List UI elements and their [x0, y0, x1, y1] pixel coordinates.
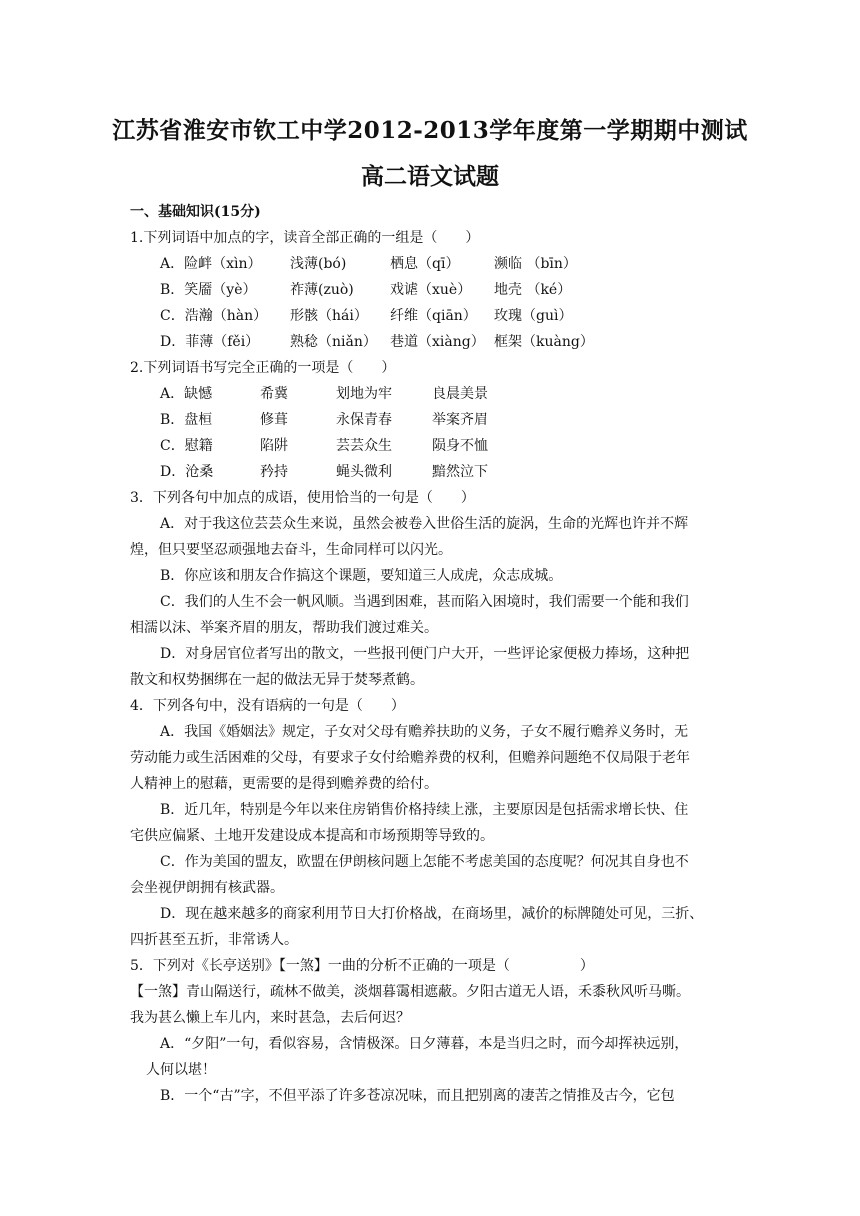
q2-d-item-2: 矜持: [260, 464, 288, 480]
q2-stem: 2.下列词语书写完全正确的一项是（ ）: [130, 360, 396, 376]
q2-b-item-1: B．盘桓: [160, 412, 213, 428]
q2-a-item-2: 希冀: [260, 386, 288, 402]
q2-c-item-2: 陷阱: [260, 438, 288, 454]
q3-option-a-line2: 煌，但只要坚忍顽强地去奋斗，生命同样可以闪光。: [130, 542, 452, 558]
q1-stem: 1.下列词语中加点的字，读音全部正确的一组是（ ）: [130, 230, 480, 246]
q4-option-a-line3: 人精神上的慰藉，更需要的是得到赡养费的给付。: [130, 776, 438, 792]
q5-stem: 5．下列对《长亭送别》【一煞】一曲的分析不正确的一项是（ ）: [130, 958, 594, 974]
q2-a-item-1: A．缺憾: [160, 386, 213, 402]
q2-c-item-3: 芸芸众生: [336, 438, 392, 454]
exam-subtitle: 高二语文试题: [361, 163, 499, 190]
q5-passage-line1: 【一煞】青山隔送行，疏林不做美，淡烟暮霭相遮蔽。夕阳古道无人语，禾黍秋风听马嘶。: [130, 984, 690, 1000]
q1-d-item-4: 框架（kuàng）: [494, 334, 594, 350]
q2-d-item-4: 黯然泣下: [432, 464, 488, 480]
q3-option-b-line1: B．你应该和朋友合作搞这个课题，要知道三人成虎，众志成城。: [160, 568, 563, 584]
q2-b-item-3: 永保青春: [336, 412, 392, 428]
q1-d-item-1: D．菲薄（fěi）: [160, 334, 260, 350]
q1-a-item-2: 浅薄(bó): [290, 256, 347, 272]
q4-option-c-line1: C．作为美国的盟友，欧盟在伊朗核问题上怎能不考虑美国的态度呢？何况其自身也不: [160, 854, 689, 870]
q2-d-item-1: D．沧桑: [160, 464, 214, 480]
q1-c-item-2: 形骸（hái）: [290, 308, 368, 324]
q3-option-c-line1: C．我们的人生不会一帆风顺。当遇到困难，甚而陷入困境时，我们需要一个能和我们: [160, 594, 689, 610]
q4-option-d-line2: 四折甚至五折，非常诱人。: [130, 932, 298, 948]
q3-option-d-line2: 散文和权势捆绑在一起的做法无异于焚琴煮鹤。: [130, 672, 424, 688]
q1-a-item-4: 濒临 （bīn）: [494, 256, 577, 272]
q3-stem: 3．下列各句中加点的成语，使用恰当的一句是（ ）: [130, 490, 475, 506]
q3-option-c-line2: 相濡以沫、举案齐眉的朋友，帮助我们渡过难关。: [130, 620, 438, 636]
q4-stem: 4．下列各句中，没有语病的一句是（ ）: [130, 698, 405, 714]
q1-d-item-2: 熟稔（niǎn）: [290, 334, 377, 350]
q2-a-item-4: 良晨美景: [432, 386, 488, 402]
q1-a-item-1: A．险衅（xìn）: [160, 256, 262, 272]
q5-option-b-line1: B．一个“古”字，不但平添了许多苍凉况味，而且把别离的凄苦之情推及古今，它包: [160, 1088, 675, 1104]
q4-option-b-line2: 宅供应偏紧、土地开发建设成本提高和市场预期等导致的。: [130, 828, 494, 844]
q2-c-item-1: C．慰籍: [160, 438, 213, 454]
q2-a-item-3: 划地为牢: [336, 386, 392, 402]
q1-c-item-1: C．浩瀚（hàn）: [160, 308, 268, 324]
q3-option-a-line1: A．对于我这位芸芸众生来说，虽然会被卷入世俗生活的旋涡，生命的光辉也许并不辉: [160, 516, 689, 532]
q3-option-d-line1: D．对身居官位者写出的散文，一些报刊便门户大开，一些评论家便极力捧场，这种把: [160, 646, 690, 662]
q5-option-a-line1: A．“夕阳”一句，看似容易，含情极深。日夕薄暮，本是当归之时，而今却挥袂远别，: [160, 1036, 689, 1052]
q4-option-a-line2: 劳动能力或生活困难的父母，有要求子女付给赡养费的权利，但赡养问题绝不仅局限于老年: [130, 750, 690, 766]
q2-d-item-3: 蝇头微利: [336, 464, 392, 480]
q4-option-d-line1: D．现在越来越多的商家利用节日大打价格战，在商场里，减价的标牌随处可见，三折、: [160, 906, 704, 922]
q2-c-item-4: 陨身不恤: [432, 438, 488, 454]
q2-b-item-2: 修葺: [260, 412, 288, 428]
q1-c-item-3: 纤维（qiān）: [390, 308, 477, 324]
section-heading: 一、基础知识(15分): [130, 204, 261, 220]
q5-option-a-line2: 人何以堪！: [146, 1062, 216, 1078]
q4-option-a-line1: A．我国《婚姻法》规定，子女对父母有赡养扶助的义务，子女不履行赡养义务时，无: [160, 724, 689, 740]
q1-b-item-3: 戏谑（xuè）: [390, 282, 472, 298]
q1-a-item-3: 栖息（qī）: [390, 256, 460, 272]
q1-b-item-1: B．笑靥（yè）: [160, 282, 257, 298]
q4-option-b-line1: B．近几年，特别是今年以来住房销售价格持续上涨，主要原因是包括需求增长快、住: [160, 802, 689, 818]
q4-option-c-line2: 会坐视伊朗拥有核武器。: [130, 880, 284, 896]
exam-title: 江苏省淮安市钦工中学2012-2013学年度第一学期期中测试: [112, 117, 748, 144]
q1-b-item-4: 地壳 （ké）: [494, 282, 572, 298]
q1-d-item-3: 巷道（xiàng）: [390, 334, 485, 350]
q5-passage-line2: 我为甚么懒上车儿内，来时甚急，去后何迟？: [130, 1010, 410, 1026]
q2-b-item-4: 举案齐眉: [432, 412, 488, 428]
q1-c-item-4: 玫瑰（guì）: [494, 308, 573, 324]
q1-b-item-2: 祚薄(zuò): [290, 282, 354, 298]
